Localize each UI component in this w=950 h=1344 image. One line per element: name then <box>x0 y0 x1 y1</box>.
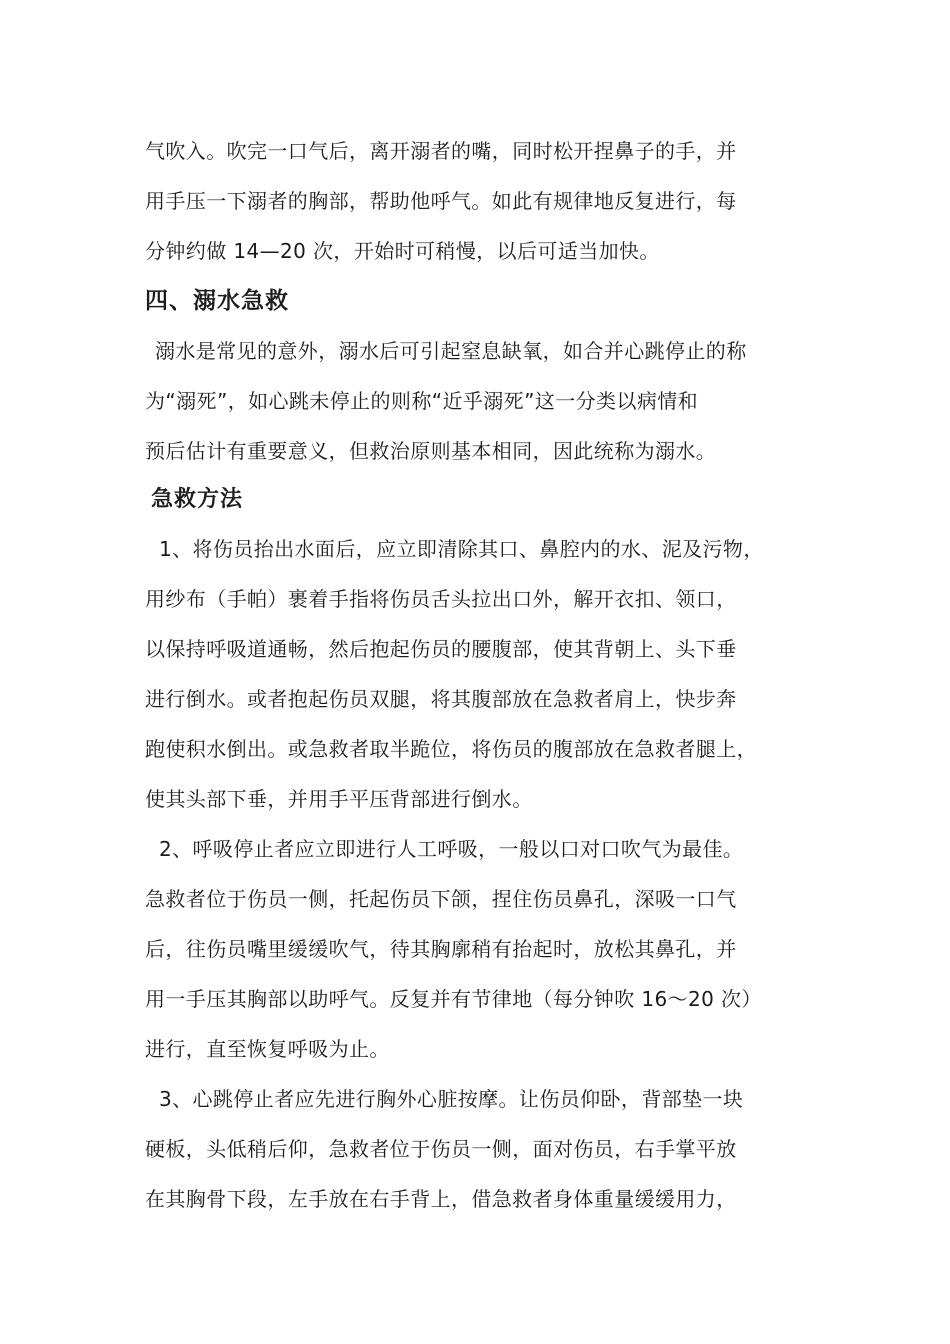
text-line: 急救者位于伤员一侧，托起伤员下颌，捏住伤员鼻孔，深吸一口气 <box>145 887 737 911</box>
text-line: 1、将伤员抬出水面后，应立即清除其口、鼻腔内的水、泥及污物， <box>159 537 764 561</box>
text-line: 2、呼吸停止者应立即进行人工呼吸，一般以口对口吹气为最佳。 <box>159 837 744 861</box>
text-line: 在其胸骨下段，左手放在右手背上，借急救者身体重量缓缓用力， <box>145 1187 737 1211</box>
text-line: 进行，直至恢复呼吸为止。 <box>145 1037 390 1061</box>
text-line: 用一手压其胸部以助呼气。反复并有节律地（每分钟吹 16～20 次） <box>145 987 762 1011</box>
subsection-heading: 急救方法 <box>151 487 244 512</box>
text-line: 进行倒水。或者抱起伤员双腿，将其腹部放在急救者肩上，快步奔 <box>145 687 737 711</box>
document-body <box>145 126 825 1224</box>
text-line: 使其头部下垂，并用手平压背部进行倒水。 <box>145 787 533 811</box>
text-line: 为“溺死”，如心跳未停止的则称“近乎溺死”这一分类以病情和 <box>145 389 699 413</box>
text-line: 预后估计有重要意义，但救治原则基本相同，因此统称为溺水。 <box>145 439 717 463</box>
text-line: 后，往伤员嘴里缓缓吹气，待其胸廓稍有抬起时，放松其鼻孔，并 <box>145 937 737 961</box>
text-line: 跑使积水倒出。或急救者取半跪位，将伤员的腹部放在急救者腿上， <box>145 737 757 761</box>
text-line: 用纱布（手帕）裹着手指将伤员舌头拉出口外，解开衣扣、领口， <box>145 587 737 611</box>
text-line: 溺水是常见的意外，溺水后可引起窒息缺氧，如合并心跳停止的称 <box>155 339 747 363</box>
text-line: 分钟约做 14—20 次，开始时可稍慢，以后可适当加快。 <box>145 239 660 263</box>
text-line: 气吹入。吹完一口气后，离开溺者的嘴，同时松开捏鼻子的手，并 <box>145 139 737 163</box>
text-line: 3、心跳停止者应先进行胸外心脏按摩。让伤员仰卧，背部垫一块 <box>159 1087 744 1111</box>
section-heading: 四、溺水急救 <box>145 288 289 314</box>
text-line: 用手压一下溺者的胸部，帮助他呼气。如此有规律地反复进行，每 <box>145 189 737 213</box>
text-line: 以保持呼吸道通畅，然后抱起伤员的腰腹部，使其背朝上、头下垂 <box>145 637 737 661</box>
text-line: 硬板，头低稍后仰，急救者位于伤员一侧，面对伤员，右手掌平放 <box>145 1137 737 1161</box>
